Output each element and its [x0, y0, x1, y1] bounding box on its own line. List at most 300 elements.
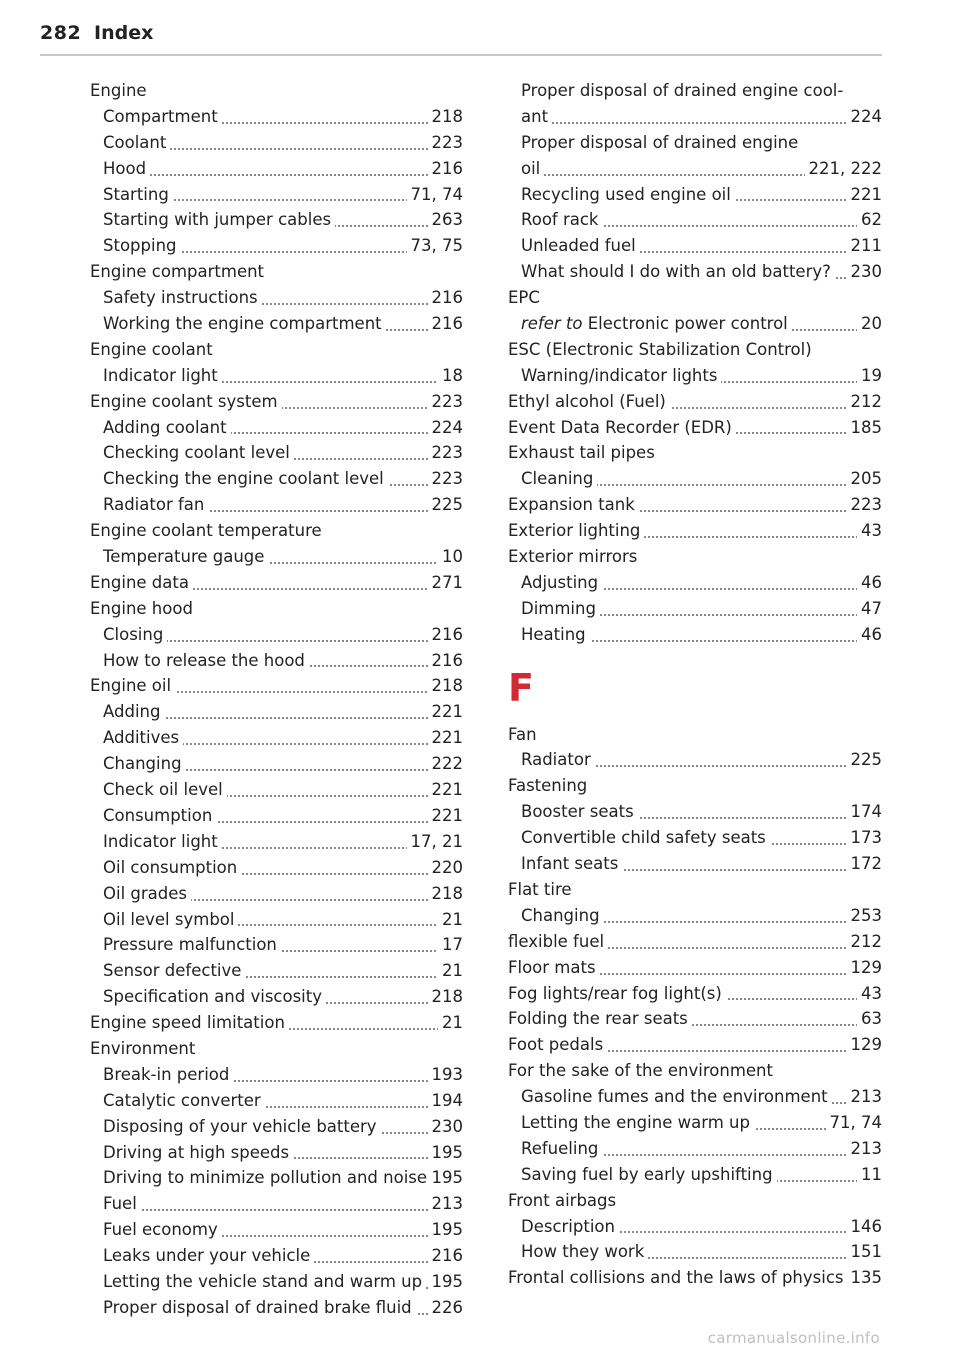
entry-text: EPC: [508, 288, 540, 308]
page-reference: 174: [847, 799, 883, 825]
entry-text: Indicator light: [103, 831, 218, 851]
entry-label: [521, 1084, 832, 1110]
index-entry: [508, 929, 882, 955]
index-section-letter: F: [508, 665, 534, 710]
page-title: Index: [94, 22, 154, 44]
entry-text: Specification and viscosity: [103, 987, 322, 1007]
index-subentry: [521, 799, 882, 825]
entry-text: Radiator fan: [103, 495, 205, 515]
entry-text: Electronic power control: [587, 314, 788, 334]
page-reference: 218: [428, 881, 464, 907]
entry-label: [521, 1136, 602, 1162]
index-subentry: [103, 207, 463, 233]
entry-text: Break-in period: [103, 1064, 230, 1084]
entry-text: Engine oil: [90, 676, 172, 696]
index-subentry: [521, 1084, 882, 1110]
page-reference: 213: [847, 1084, 883, 1110]
entry-label: [521, 363, 721, 389]
index-subentry: [103, 725, 463, 751]
entry-text: Front airbags: [508, 1190, 617, 1210]
page-reference: 216: [428, 648, 464, 674]
entry-text: Engine coolant: [90, 339, 213, 359]
page-reference: 193: [428, 1062, 464, 1088]
page-reference: 129: [847, 955, 883, 981]
entry-text: Ethyl alcohol (Fuel): [508, 391, 666, 411]
entry-text: Driving at high speeds: [103, 1142, 290, 1162]
page-header: [40, 22, 882, 56]
entry-label: [521, 1214, 619, 1240]
index-subentry: [103, 363, 463, 389]
entry-label: [103, 1062, 233, 1088]
entry-text: Foot pedals: [508, 1035, 604, 1055]
entry-text: Proper disposal of drained brake fluid: [103, 1297, 412, 1317]
entry-text: Adding coolant: [103, 417, 227, 437]
entry-text: Hood: [103, 158, 147, 178]
entry-label: [103, 492, 208, 518]
page-reference: 135: [847, 1265, 883, 1291]
cross-reference: refer to: [521, 314, 583, 334]
page-reference: 213: [428, 1191, 464, 1217]
index-subentry: [103, 1088, 463, 1114]
entry-label: [508, 518, 644, 544]
entry-label: [508, 1032, 607, 1058]
entry-text: Changing: [103, 754, 182, 774]
index-subentry: [103, 1165, 463, 1191]
index-subentry: [521, 259, 882, 285]
index-subentry: [521, 78, 882, 104]
entry-label: [521, 799, 638, 825]
index-subentry: [103, 984, 463, 1010]
watermark: carmanualsonline.info: [707, 1329, 880, 1347]
entry-text: Changing: [521, 905, 600, 925]
entry-text: Radiator: [521, 750, 591, 770]
entry-text: Checking the engine coolant level: [103, 469, 384, 489]
page-reference: 223: [847, 492, 883, 518]
entry-text: Proper disposal of drained engine cool-: [521, 81, 844, 100]
index-entry: [508, 1265, 882, 1291]
page-reference: 195: [428, 1269, 464, 1295]
index-subentry: [103, 1062, 463, 1088]
index-entry: [508, 722, 882, 748]
page-reference: 46: [857, 622, 882, 648]
entry-text: Letting the vehicle stand and warm up: [103, 1271, 423, 1291]
entry-label: [103, 881, 191, 907]
entry-label: [103, 156, 150, 182]
index-subentry: [103, 104, 463, 130]
entry-text: Leaks under your vehicle: [103, 1246, 311, 1266]
index-subentry: [103, 492, 463, 518]
page-reference: 151: [847, 1239, 883, 1265]
index-subentry: [103, 285, 463, 311]
entry-label: [103, 363, 222, 389]
index-entry: [90, 1010, 463, 1036]
entry-text: Sensor defective: [103, 961, 242, 981]
entry-text: Environment: [90, 1038, 196, 1058]
page-reference: 195: [428, 1165, 464, 1191]
page-reference: 221: [428, 777, 464, 803]
entry-text: Safety instructions: [103, 288, 258, 308]
index-subentry: [103, 699, 463, 725]
index-subentry: [103, 881, 463, 907]
entry-label: [103, 622, 167, 648]
entry-label: [508, 415, 736, 441]
page-reference: 230: [847, 259, 883, 285]
index-subentry: [103, 958, 463, 984]
entry-label: [521, 104, 552, 130]
index-subentry: [521, 1136, 882, 1162]
page-reference: 216: [428, 311, 464, 337]
entry-text: Driving to minimize pollution and noise: [103, 1168, 428, 1188]
page-reference: 172: [847, 851, 883, 877]
page-reference: 218: [428, 673, 464, 699]
entry-label: [521, 233, 640, 259]
entry-label: [103, 182, 173, 208]
page-reference: 205: [847, 466, 883, 492]
index-subentry: [103, 829, 463, 855]
entry-text: How they work: [521, 1242, 645, 1262]
page-reference: 223: [428, 389, 464, 415]
page-reference: 195: [428, 1217, 464, 1243]
index-entry: [90, 1036, 463, 1062]
index-entry: [508, 337, 882, 363]
index-subentry: [521, 825, 882, 851]
index-subentry: [521, 207, 882, 233]
index-subentry: [103, 440, 463, 466]
entry-label: [521, 851, 622, 877]
entry-text: Indicator light: [103, 365, 218, 385]
entry-text: Roof rack: [521, 210, 599, 230]
index-entry: [508, 389, 882, 415]
page-reference: 225: [847, 747, 883, 773]
index-subentry: [103, 182, 463, 208]
entry-label: [103, 829, 222, 855]
index-subentry: [103, 622, 463, 648]
index-subentry: [521, 1239, 882, 1265]
page-reference: 146: [847, 1214, 883, 1240]
entry-label: [90, 518, 326, 544]
entry-label: [103, 440, 294, 466]
entry-label: [90, 596, 197, 622]
entry-label: [508, 1006, 692, 1032]
index-subentry: [103, 311, 463, 337]
page-reference: 18: [438, 363, 463, 389]
entry-text: Refueling: [521, 1138, 599, 1158]
page-reference: 226: [428, 1295, 464, 1321]
entry-label: [521, 596, 600, 622]
entry-text: Engine coolant system: [90, 391, 278, 411]
entry-text: Recycling used engine oil: [521, 184, 731, 204]
page-reference: 263: [428, 207, 464, 233]
entry-label: [521, 78, 847, 104]
page-reference: 194: [428, 1088, 464, 1114]
entry-label: [508, 285, 544, 311]
index-subentry: [103, 907, 463, 933]
index-subentry: [103, 1114, 463, 1140]
entry-text: Engine: [90, 81, 147, 100]
index-subentry: [521, 156, 882, 182]
entry-label: [508, 492, 639, 518]
entry-text: Exhaust tail pipes: [508, 443, 655, 463]
entry-label: [103, 130, 170, 156]
entry-label: [508, 337, 816, 363]
index-subentry: [103, 466, 463, 492]
entry-text: For the sake of the environment: [508, 1061, 773, 1081]
index-entry: [508, 492, 882, 518]
entry-label: [521, 311, 792, 337]
entry-label: [103, 803, 216, 829]
index-subentry: [521, 851, 882, 877]
entry-label: [90, 1036, 199, 1062]
page-reference: 271: [428, 570, 464, 596]
entry-text: Engine data: [90, 572, 189, 592]
page-reference: 223: [428, 130, 464, 156]
entry-label: [90, 570, 193, 596]
page-reference: 211: [847, 233, 883, 259]
entry-text: Starting: [103, 184, 169, 204]
entry-text: Check oil level: [103, 780, 223, 800]
page-reference: 43: [857, 518, 882, 544]
index-column-right: [508, 78, 882, 1291]
entry-text: Heating: [521, 624, 586, 644]
entry-text: Description: [521, 1216, 615, 1236]
entry-label: [103, 466, 388, 492]
index-subentry: [103, 932, 463, 958]
page-reference: 218: [428, 984, 464, 1010]
index-entry: [508, 518, 882, 544]
entry-text: Fan: [508, 724, 537, 744]
page-reference: 19: [857, 363, 882, 389]
entry-label: [508, 929, 608, 955]
entry-label: [103, 907, 238, 933]
entry-label: [521, 1239, 648, 1265]
entry-label: [508, 981, 726, 1007]
page-reference: 185: [847, 415, 883, 441]
index-subentry: [103, 777, 463, 803]
entry-label: [508, 544, 641, 570]
entry-label: [521, 903, 604, 929]
entry-label: [90, 673, 175, 699]
index-subentry: [103, 1140, 463, 1166]
index-subentry: [521, 903, 882, 929]
index-subentry: [521, 182, 882, 208]
dot-leader: [103, 1209, 463, 1211]
entry-text: Checking coolant level: [103, 443, 290, 463]
entry-label: [103, 855, 241, 881]
page-reference: 47: [857, 596, 882, 622]
index-entry: [508, 773, 882, 799]
page-reference: 220: [428, 855, 464, 881]
index-entry: [508, 544, 882, 570]
index-entry: [90, 337, 463, 363]
page-reference: 71, 74: [826, 1110, 882, 1136]
page-reference: 20: [857, 311, 882, 337]
entry-label: [508, 877, 576, 903]
page-reference: 230: [428, 1114, 464, 1140]
entry-label: [90, 337, 217, 363]
entry-text: Adjusting: [521, 572, 599, 592]
index-subentry: [103, 233, 463, 259]
index-entry: [508, 877, 882, 903]
index-subentry: [521, 1214, 882, 1240]
page-reference: 221: [428, 725, 464, 751]
entry-label: [521, 747, 595, 773]
entry-label: [103, 958, 245, 984]
index-entry: [508, 1006, 882, 1032]
entry-text: Frontal collisions and the laws of physics: [508, 1268, 844, 1288]
entry-text: Booster seats: [521, 802, 634, 822]
index-entry: [90, 518, 463, 544]
entry-label: [103, 1140, 293, 1166]
entry-label: [521, 156, 544, 182]
page-reference: 216: [428, 156, 464, 182]
entry-text: Exterior lighting: [508, 521, 641, 541]
index-subentry: [103, 1191, 463, 1217]
index-subentry: [521, 233, 882, 259]
index-entry: [508, 955, 882, 981]
entry-text: Saving fuel by early upshifting: [521, 1164, 773, 1184]
page-reference: 62: [857, 207, 882, 233]
index-subentry: [521, 596, 882, 622]
index-entry: [90, 259, 463, 285]
page-reference: 221: [847, 182, 883, 208]
entry-label: [521, 207, 603, 233]
entry-label: [508, 722, 541, 748]
entry-text: Engine coolant temperature: [90, 521, 322, 541]
page-reference: 71, 74: [407, 182, 463, 208]
page-number: 282: [40, 22, 82, 44]
entry-label: [103, 311, 386, 337]
entry-text: Oil consumption: [103, 857, 238, 877]
index-entry: [90, 673, 463, 699]
page-reference: 43: [857, 981, 882, 1007]
index-column-left: [90, 78, 463, 1321]
entry-label: [90, 1010, 289, 1036]
index-subentry: [103, 156, 463, 182]
entry-label: [103, 984, 326, 1010]
entry-text: Temperature gauge: [103, 547, 265, 567]
index-subentry: [103, 1295, 463, 1321]
entry-text: Floor mats: [508, 957, 596, 977]
index-entry: [508, 440, 882, 466]
entry-text: Unleaded fuel: [521, 236, 636, 256]
entry-text: Warning/indicator lights: [521, 365, 718, 385]
index-subentry: [103, 1243, 463, 1269]
index-subentry: [103, 648, 463, 674]
entry-label: [521, 259, 835, 285]
entry-label: [103, 1165, 431, 1191]
entry-label: [521, 466, 597, 492]
index-subentry: [103, 751, 463, 777]
entry-label: [508, 1058, 777, 1084]
entry-text: Infant seats: [521, 854, 619, 874]
entry-text: Folding the rear seats: [508, 1009, 688, 1029]
page-reference: 222: [428, 751, 464, 777]
entry-text: How to release the hood: [103, 650, 305, 670]
entry-text: Oil grades: [103, 883, 187, 903]
entry-text: Engine hood: [90, 598, 193, 618]
index-subentry: [521, 570, 882, 596]
entry-text: Fastening: [508, 776, 588, 796]
index-subentry: [103, 855, 463, 881]
entry-label: [103, 1191, 141, 1217]
entry-text: Coolant: [103, 132, 167, 152]
index-entry: [90, 596, 463, 622]
entry-label: [90, 78, 151, 104]
entry-text: Starting with jumper cables: [103, 210, 332, 230]
index-subentry: [521, 1162, 882, 1188]
entry-text: Cleaning: [521, 469, 594, 489]
index-subentry: [103, 803, 463, 829]
page-reference: 213: [847, 1136, 883, 1162]
entry-text: Fog lights/rear fog light(s): [508, 983, 722, 1003]
index-subentry: [521, 363, 882, 389]
entry-text: Engine speed limitation: [90, 1013, 285, 1033]
index-subentry: [521, 622, 882, 648]
index-entry: [508, 415, 882, 441]
entry-label: [508, 955, 600, 981]
entry-text: Exterior mirrors: [508, 547, 638, 567]
entry-label: [103, 1114, 381, 1140]
index-entry: [508, 1188, 882, 1214]
page-reference: 46: [857, 570, 882, 596]
entry-text: Consumption: [103, 805, 213, 825]
entry-label: [103, 1088, 265, 1114]
entry-label: [508, 389, 670, 415]
entry-text: Proper disposal of drained engine: [521, 132, 799, 152]
index-entry: [90, 78, 463, 104]
entry-label: [103, 207, 335, 233]
entry-label: [90, 259, 268, 285]
entry-label: [103, 415, 231, 441]
entry-label: [508, 1265, 848, 1291]
page-reference: 195: [428, 1140, 464, 1166]
index-subentry: [521, 311, 882, 337]
entry-text: Letting the engine warm up: [521, 1112, 750, 1132]
entry-label: [103, 777, 227, 803]
entry-label: [521, 825, 770, 851]
page-reference: 225: [428, 492, 464, 518]
entry-label: [521, 182, 735, 208]
page-reference: 212: [847, 389, 883, 415]
index-entry: [508, 981, 882, 1007]
entry-text: flexible fuel: [508, 931, 605, 951]
entry-label: [103, 233, 181, 259]
page-reference: 223: [428, 440, 464, 466]
page-reference: 216: [428, 285, 464, 311]
entry-text: oil: [521, 158, 541, 178]
page-reference: 221, 222: [805, 156, 882, 182]
entry-text: Catalytic converter: [103, 1090, 261, 1110]
entry-text: Stopping: [103, 236, 177, 256]
entry-text: Expansion tank: [508, 495, 635, 515]
entry-text: Oil level symbol: [103, 909, 235, 929]
page-reference: 221: [428, 803, 464, 829]
entry-label: [103, 699, 164, 725]
index-entry: [90, 570, 463, 596]
entry-label: [103, 544, 268, 570]
index-subentry: [521, 104, 882, 130]
entry-text: Event Data Recorder (EDR): [508, 417, 732, 437]
dot-leader: [521, 122, 882, 124]
page-reference: 173: [847, 825, 883, 851]
index-subentry: [521, 466, 882, 492]
page-reference: 63: [857, 1006, 882, 1032]
entry-label: [103, 104, 222, 130]
entry-label: [521, 570, 602, 596]
entry-label: [508, 1188, 620, 1214]
page-reference: 21: [438, 907, 463, 933]
entry-text: Adding: [103, 702, 161, 722]
